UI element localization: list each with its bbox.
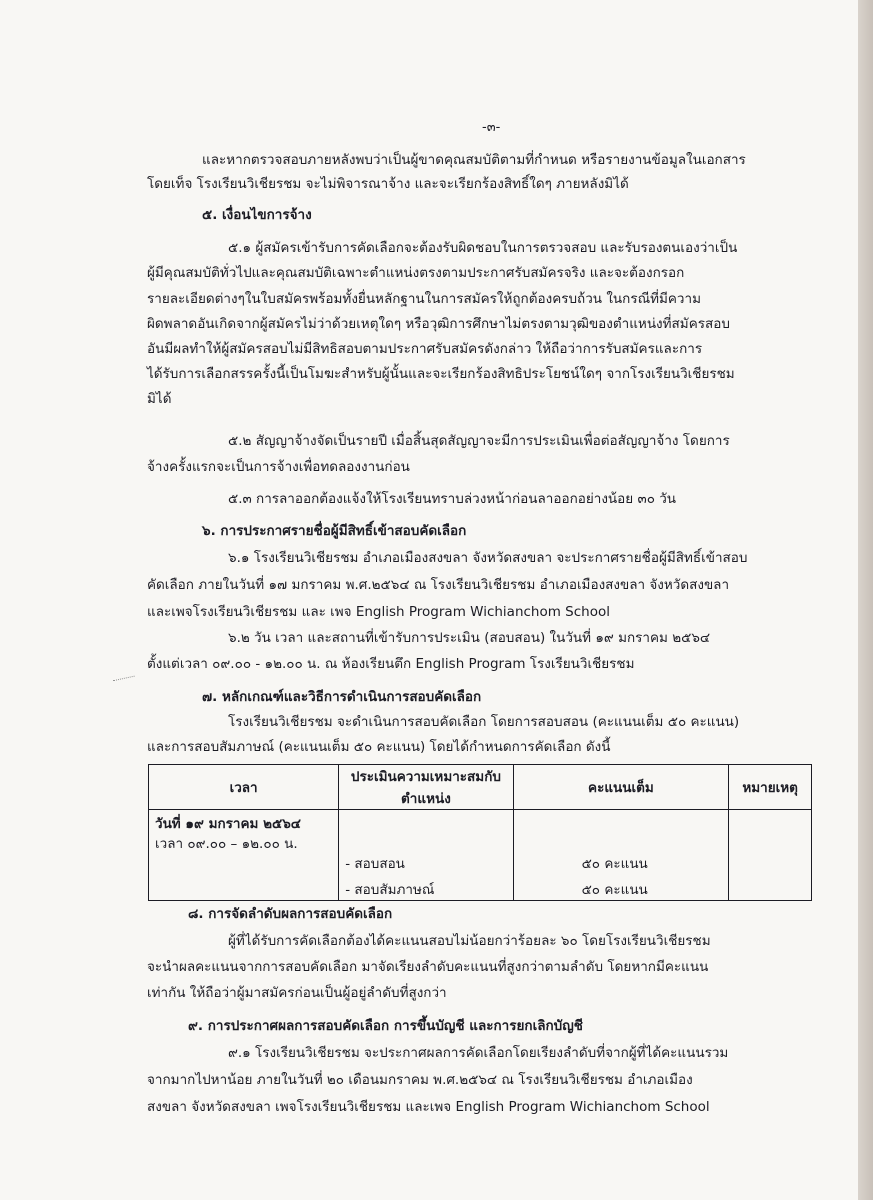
score-teaching: ๕๐ คะแนน — [581, 856, 648, 872]
page-number: -๓- — [482, 120, 501, 135]
schedule-table — [148, 764, 812, 901]
section-heading-7: ๗. หลักเกณฑ์และวิธีการดำเนินการสอบคัดเลือก — [202, 689, 482, 705]
paragraph-line: ผู้ที่ได้รับการคัดเลือกต้องได้คะแนนสอบไม่น้อยกว่าร้อยละ ๖๐ โดยโรงเรียนวิเชียรชม — [228, 933, 711, 949]
table-cell-time — [149, 810, 339, 901]
section-heading-6: ๖. การประกาศรายชื่อผู้มีสิทธิ์เข้าสอบคัดเลือก — [202, 523, 467, 539]
paragraph-line: มิได้ — [147, 391, 172, 407]
paragraph-line: ผิดพลาดอันเกิดจากผู้สมัครไม่ว่าด้วยเหตุใดๆ หรือวุฒิการศึกษาไม่ตรงตามวุฒิของตำแหน่งที่สมัครสอบ — [147, 316, 730, 332]
paragraph-line: และหากตรวจสอบภายหลังพบว่าเป็นผู้ขาดคุณสมบัติตามที่กำหนด หรือรายงานข้อมูลในเอกสาร — [202, 152, 746, 168]
table-header-cell: เวลา — [149, 765, 339, 810]
paragraph-line: จ้างครั้งแรกจะเป็นการจ้างเพื่อทดลองงานก่อน — [147, 459, 410, 475]
paragraph-line: ตั้งแต่เวลา ๐๙.๐๐ - ๑๒.๐๐ น. ณ ห้องเรียนตึก English Program โรงเรียนวิเชียรชม — [147, 656, 635, 672]
table-header-row — [149, 765, 812, 810]
paragraph-line: และเพจโรงเรียนวิเชียรชม และ เพจ English Program Wichianchom School — [147, 604, 610, 620]
table-header-cell: ประเมินความเหมาะสมกับตำแหน่ง — [339, 765, 513, 810]
paragraph-line: ๕.๑ ผู้สมัครเข้ารับการคัดเลือกจะต้องรับผิดชอบในการตรวจสอบ และรับรองตนเองว่าเป็น — [228, 240, 738, 256]
score-interview: ๕๐ คะแนน — [581, 882, 648, 898]
paragraph-line: ๖.๑ โรงเรียนวิเชียรชม อำเภอเมืองสงขลา จังหวัดสงขลา จะประกาศรายชื่อผู้มีสิทธิ์เข้าสอบ — [228, 550, 748, 566]
paragraph-line: อันมีผลทำให้ผู้สมัครสอบไม่มีสิทธิสอบตามประกาศรับสมัครดังกล่าว ให้ถือว่าการรับสมัครและการ — [147, 341, 703, 357]
item-teaching: - สอบสอน — [345, 856, 405, 872]
paragraph-line: เท่ากัน ให้ถือว่าผู้มาสมัครก่อนเป็นผู้อยู่ลำดับที่สูงกว่า — [147, 985, 447, 1001]
section-heading-8: ๘. การจัดลำดับผลการสอบคัดเลือก — [188, 906, 393, 922]
paragraph-line: คัดเลือก ภายในวันที่ ๑๗ มกราคม พ.ศ.๒๕๖๔ ณ โรงเรียนวิเชียรชม อำเภอเมืองสงขลา จังหวัดสงขลา — [147, 577, 730, 593]
paragraph-line: ได้รับการเลือกสรรครั้งนี้เป็นโมฆะสำหรับผู้นั้นและจะเรียกร้องสิทธิประโยชน์ใดๆ จากโรงเรียนวิเชียรชม — [147, 366, 735, 382]
exam-date: วันที่ ๑๙ มกราคม ๒๕๖๔ — [155, 816, 302, 832]
paragraph-line: ๙.๑ โรงเรียนวิเชียรชม จะประกาศผลการคัดเลือกโดยเรียงลำดับที่จากผู้ที่ได้คะแนนรวม — [228, 1045, 729, 1061]
paragraph-line: จะนำผลคะแนนจากการสอบคัดเลือก มาจัดเรียงลำดับคะแนนที่สูงกว่าตามลำดับ โดยหากมีคะแนน — [147, 959, 709, 975]
table-cell-note — [729, 810, 812, 901]
table-cell-scores — [513, 810, 729, 901]
scanner-edge — [858, 0, 873, 1200]
paragraph-line: ผู้มีคุณสมบัติทั่วไปและคุณสมบัติเฉพาะตำแหน่งตรงตามประกาศรับสมัครจริง และจะต้องกรอก — [147, 265, 685, 281]
paragraph-line: โดยเท็จ โรงเรียนวิเชียรชม จะไม่พิจารณาจ้าง และจะเรียกร้องสิทธิ์ใดๆ ภายหลังมิได้ — [147, 176, 629, 192]
paragraph-line: จากมากไปหาน้อย ภายในวันที่ ๒๐ เดือนมกราคม พ.ศ.๒๕๖๔ ณ โรงเรียนวิเชียรชม อำเภอเมือง — [147, 1072, 693, 1088]
paragraph-line: สงขลา จังหวัดสงขลา เพจโรงเรียนวิเชียรชม และเพจ English Program Wichianchom School — [147, 1099, 710, 1115]
item-interview: - สอบสัมภาษณ์ — [345, 882, 435, 898]
paragraph-line: รายละเอียดต่างๆในใบสมัครพร้อมทั้งยื่นหลักฐานในการสมัครให้ถูกต้องครบถ้วน ในกรณีที่มีความ — [147, 291, 701, 307]
table-header-cell: หมายเหตุ — [729, 765, 812, 810]
exam-time: เวลา ๐๙.๐๐ – ๑๒.๐๐ น. — [155, 836, 298, 852]
paragraph-line: โรงเรียนวิเชียรชม จะดำเนินการสอบคัดเลือก โดยการสอบสอน (คะแนนเต็ม ๕๐ คะแนน) — [228, 714, 740, 730]
paragraph-line: ๕.๓ การลาออกต้องแจ้งให้โรงเรียนทราบล่วงหน้าก่อนลาออกอย่างน้อย ๓๐ วัน — [228, 491, 677, 507]
paragraph-line: ๖.๒ วัน เวลา และสถานที่เข้ารับการประเมิน (สอบสอน) ในวันที่ ๑๙ มกราคม ๒๕๖๔ — [228, 630, 711, 646]
table-row — [149, 810, 812, 901]
table-header-cell: คะแนนเต็ม — [513, 765, 729, 810]
paragraph-line: และการสอบสัมภาษณ์ (คะแนนเต็ม ๕๐ คะแนน) โดยได้กำหนดการคัดเลือก ดังนี้ — [147, 739, 611, 755]
section-heading-5: ๕. เงื่อนไขการจ้าง — [202, 207, 312, 223]
paragraph-line: ๕.๒ สัญญาจ้างจัดเป็นรายปี เมื่อสิ้นสุดสัญญาจะมีการประเมินเพื่อต่อสัญญาจ้าง โดยการ — [228, 433, 730, 449]
section-heading-9: ๙. การประกาศผลการสอบคัดเลือก การขึ้นบัญชี และการยกเลิกบัญชี — [188, 1018, 583, 1034]
table-cell-items — [339, 810, 513, 901]
